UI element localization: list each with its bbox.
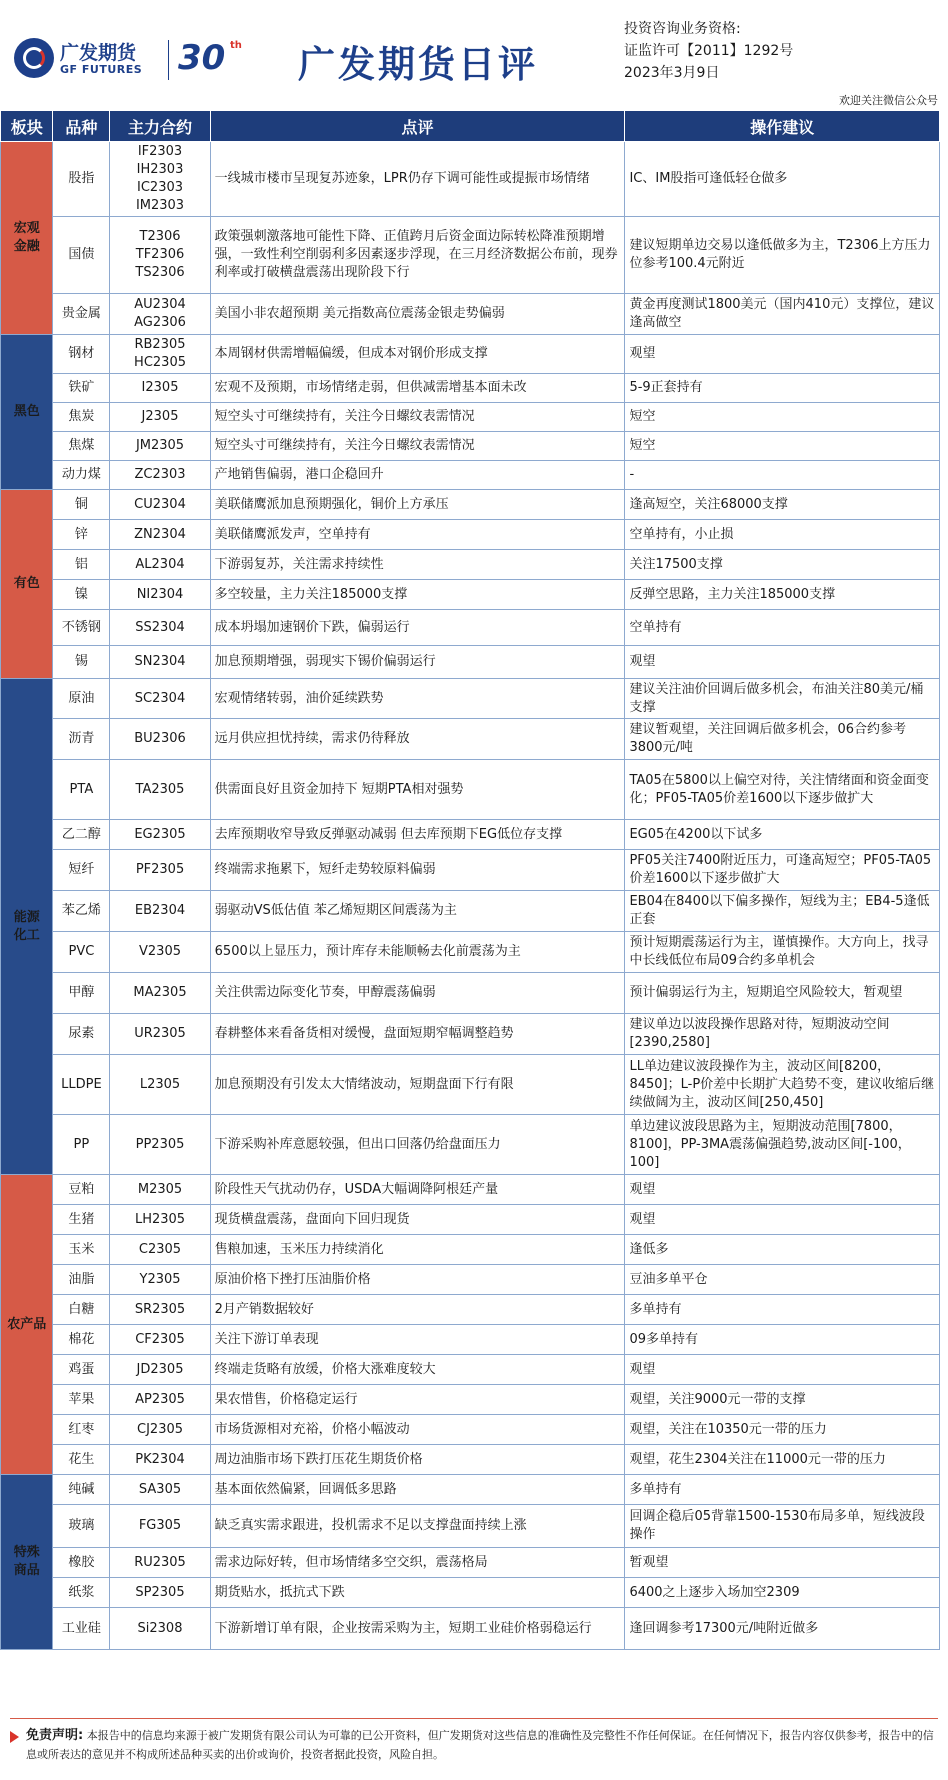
table-row (1, 1175, 940, 1205)
sector-cell: 黑色 (1, 335, 53, 490)
table-row (1, 932, 940, 973)
comment-cell: 终端需求拖累下，短纤走势较原料偏弱 (210, 850, 625, 891)
variety-cell: 纸浆 (53, 1578, 110, 1608)
advice-cell: TA05在5800以上偏空对待，关注情绪面和资金面变化；PF05-TA05价差1600以下逐步做扩大 (625, 760, 940, 820)
anniversary-number: 30 (178, 38, 226, 78)
gf-logo-icon (14, 38, 54, 78)
table-row (1, 1505, 940, 1548)
table-row (1, 1548, 940, 1578)
contract-cell: Y2305 (110, 1265, 210, 1295)
table-row (1, 461, 940, 490)
table-row (1, 520, 940, 550)
variety-cell: 贵金属 (53, 294, 110, 335)
variety-cell: 钢材 (53, 335, 110, 374)
variety-cell: 国债 (53, 217, 110, 294)
comment-cell: 原油价格下挫打压油脂价格 (210, 1265, 625, 1295)
variety-cell: 甲醇 (53, 973, 110, 1014)
advice-cell: IC、IM股指可逢低轻仓做多 (625, 142, 940, 217)
advice-cell: 观望 (625, 646, 940, 679)
col-header-sector: 板块 (1, 111, 53, 142)
contract-cell: NI2304 (110, 580, 210, 610)
advice-cell: 观望，花生2304关注在11000元一带的压力 (625, 1445, 940, 1475)
anniversary-badge (178, 38, 242, 82)
contract-cell: PP2305 (110, 1115, 210, 1175)
contract-cell: CF2305 (110, 1325, 210, 1355)
contract-cell: EG2305 (110, 820, 210, 850)
comment-cell: 美联储鹰派发声，空单持有 (210, 520, 625, 550)
contract-cell: SS2304 (110, 610, 210, 646)
arrow-marker-icon (10, 1731, 19, 1743)
advice-cell: 多单持有 (625, 1475, 940, 1505)
contract-cell: IF2303 IH2303 IC2303 IM2303 (110, 142, 210, 217)
contract-cell: I2305 (110, 374, 210, 403)
contract-cell: LH2305 (110, 1205, 210, 1235)
col-header-advice: 操作建议 (625, 111, 940, 142)
contract-cell: T2306 TF2306 TS2306 (110, 217, 210, 294)
variety-cell: 白糖 (53, 1295, 110, 1325)
sector-cell: 特殊 商品 (1, 1475, 53, 1650)
table-row (1, 217, 940, 294)
contract-cell: MA2305 (110, 973, 210, 1014)
comment-cell: 加息预期增强，弱现实下锡价偏弱运行 (210, 646, 625, 679)
comment-cell: 售粮加速，玉米压力持续消化 (210, 1235, 625, 1265)
comment-cell: 下游采购补库意愿较强，但出口回落仍给盘面压力 (210, 1115, 625, 1175)
advice-cell: 回调企稳后05背靠1500-1530布局多单，短线波段操作 (625, 1505, 940, 1548)
variety-cell: 工业硅 (53, 1608, 110, 1650)
comment-cell: 阶段性天气扰动仍存，USDA大幅调降阿根廷产量 (210, 1175, 625, 1205)
contract-cell: CU2304 (110, 490, 210, 520)
disclaimer-text-block (26, 1726, 938, 1764)
table-row (1, 1115, 940, 1175)
advice-cell: 预计短期震荡运行为主，谨慎操作。大方向上，找寻中长线低位布局09合约多单机会 (625, 932, 940, 973)
table-row (1, 432, 940, 461)
variety-cell: 红枣 (53, 1415, 110, 1445)
comment-cell: 关注供需边际变化节奏，甲醇震荡偏弱 (210, 973, 625, 1014)
table-row (1, 1205, 940, 1235)
advice-cell: 暂观望 (625, 1548, 940, 1578)
contract-cell: JM2305 (110, 432, 210, 461)
table-row (1, 1385, 940, 1415)
variety-cell: PTA (53, 760, 110, 820)
comment-cell: 6500以上显压力，预计库存未能顺畅去化前震荡为主 (210, 932, 625, 973)
table-row (1, 1415, 940, 1445)
table-row (1, 610, 940, 646)
variety-cell: 苹果 (53, 1385, 110, 1415)
variety-cell: 锌 (53, 520, 110, 550)
anniversary-suffix: th (230, 40, 242, 51)
table-row (1, 891, 940, 932)
variety-cell: 焦煤 (53, 432, 110, 461)
contract-cell: EB2304 (110, 891, 210, 932)
disclaimer-divider (10, 1718, 938, 1719)
comment-cell: 加息预期没有引发太大情绪波动，短期盘面下行有限 (210, 1055, 625, 1115)
contract-cell: V2305 (110, 932, 210, 973)
variety-cell: 乙二醇 (53, 820, 110, 850)
disclaimer-body: 本报告中的信息均来源于被广发期货有限公司认为可靠的已公开资料，但广发期货对这些信息的准确性及完整性不作任何保证。在任何情况下，报告内容仅供参考，报告中的信息或所表达的意见并不构成所述品种买卖的出价或询价，投资者据此投资，风险自担。 (26, 1729, 934, 1761)
contract-cell: SR2305 (110, 1295, 210, 1325)
table-row (1, 646, 940, 679)
sector-cell: 能源 化工 (1, 679, 53, 1175)
comment-cell: 远月供应担忧持续，需求仍待释放 (210, 719, 625, 760)
variety-cell: 橡胶 (53, 1548, 110, 1578)
variety-cell: 铝 (53, 550, 110, 580)
comment-cell: 产地销售偏弱，港口企稳回升 (210, 461, 625, 490)
advice-cell: 建议单边以波段操作思路对待，短期波动空间[2390,2580] (625, 1014, 940, 1055)
variety-cell: LLDPE (53, 1055, 110, 1115)
col-header-variety: 品种 (53, 111, 110, 142)
contract-cell: L2305 (110, 1055, 210, 1115)
logo-divider (168, 40, 169, 80)
advice-cell: 短空 (625, 432, 940, 461)
comment-cell: 终端走货略有放缓，价格大涨难度较大 (210, 1355, 625, 1385)
wechat-note: 欢迎关注微信公众号 (839, 94, 938, 107)
advice-cell: 空单持有 (625, 610, 940, 646)
contract-cell: Si2308 (110, 1608, 210, 1650)
table-row (1, 490, 940, 520)
comment-cell: 果农惜售，价格稳定运行 (210, 1385, 625, 1415)
logo-cn-text: 广发期货 (60, 42, 137, 64)
comment-cell: 周边油脂市场下跌打压花生期货价格 (210, 1445, 625, 1475)
advice-cell: 豆油多单平仓 (625, 1265, 940, 1295)
table-row (1, 374, 940, 403)
advice-cell: EB04在8400以下偏多操作，短线为主；EB4-5逢低正套 (625, 891, 940, 932)
comment-cell: 供需面良好且资金加持下 短期PTA相对强势 (210, 760, 625, 820)
variety-cell: 股指 (53, 142, 110, 217)
comment-cell: 期货贴水，抵抗式下跌 (210, 1578, 625, 1608)
variety-cell: 油脂 (53, 1265, 110, 1295)
comment-cell: 市场货源相对充裕，价格小幅波动 (210, 1415, 625, 1445)
variety-cell: 短纤 (53, 850, 110, 891)
variety-cell: 纯碱 (53, 1475, 110, 1505)
advice-cell: 观望 (625, 335, 940, 374)
contract-cell: PF2305 (110, 850, 210, 891)
comment-cell: 基本面依然偏紧，回调低多思路 (210, 1475, 625, 1505)
comment-cell: 需求边际好转，但市场情绪多空交织，震荡格局 (210, 1548, 625, 1578)
comment-cell: 一线城市楼市呈现复苏迹象，LPR仍存下调可能性或提振市场情绪 (210, 142, 625, 217)
cert-line-2: 证监许可【2011】1292号 (624, 43, 794, 59)
variety-cell: PVC (53, 932, 110, 973)
advice-cell: 逢回调参考17300元/吨附近做多 (625, 1608, 940, 1650)
table-row (1, 760, 940, 820)
comment-cell: 弱驱动VS低估值 苯乙烯短期区间震荡为主 (210, 891, 625, 932)
contract-cell: CJ2305 (110, 1415, 210, 1445)
advice-cell: LL单边建议波段操作为主，波动区间[8200，8450]；L-P价差中长期扩大趋势不变，建议收缩后继续做阔为主，波动区间[250,450] (625, 1055, 940, 1115)
variety-cell: 豆粕 (53, 1175, 110, 1205)
table-header-row (1, 111, 940, 142)
advice-cell: 观望，关注9000元一带的支撑 (625, 1385, 940, 1415)
table-row (1, 1295, 940, 1325)
contract-cell: SP2305 (110, 1578, 210, 1608)
cert-line-1: 投资咨询业务资格: (624, 21, 741, 37)
certification-block (624, 18, 793, 84)
disclaimer (0, 1718, 948, 1780)
comment-cell: 成本坍塌加速钢价下跌，偏弱运行 (210, 610, 625, 646)
comment-cell: 春耕整体来看备货相对缓慢，盘面短期窄幅调整趋势 (210, 1014, 625, 1055)
advice-cell: 关注17500支撑 (625, 550, 940, 580)
contract-cell: J2305 (110, 403, 210, 432)
comment-cell: 缺乏真实需求跟进，投机需求不足以支撑盘面持续上涨 (210, 1505, 625, 1548)
contract-cell: JD2305 (110, 1355, 210, 1385)
variety-cell: 焦炭 (53, 403, 110, 432)
contract-cell: UR2305 (110, 1014, 210, 1055)
company-logo (14, 38, 164, 82)
table-row (1, 550, 940, 580)
comment-cell: 下游弱复苏，关注需求持续性 (210, 550, 625, 580)
advice-cell: 观望，关注在10350元一带的压力 (625, 1415, 940, 1445)
variety-cell: 动力煤 (53, 461, 110, 490)
table-row (1, 850, 940, 891)
variety-cell: 鸡蛋 (53, 1355, 110, 1385)
comment-cell: 多空较量，主力关注185000支撑 (210, 580, 625, 610)
variety-cell: 锡 (53, 646, 110, 679)
variety-cell: 花生 (53, 1445, 110, 1475)
table-row (1, 719, 940, 760)
advice-cell: 09多单持有 (625, 1325, 940, 1355)
table-row (1, 1608, 940, 1650)
table-row (1, 580, 940, 610)
daily-review-table (0, 110, 940, 1650)
sector-cell: 农产品 (1, 1175, 53, 1475)
col-header-contract: 主力合约 (110, 111, 210, 142)
comment-cell: 政策强刺激落地可能性下降、正值跨月后资金面边际转松降准预期增强，一致性利空削弱利多因素逐步浮现，在三月经济数据公布前，现券利率或打破横盘震荡出现阶段下行 (210, 217, 625, 294)
variety-cell: 棉花 (53, 1325, 110, 1355)
contract-cell: RB2305 HC2305 (110, 335, 210, 374)
table-row (1, 294, 940, 335)
variety-cell: 玻璃 (53, 1505, 110, 1548)
comment-cell: 宏观不及预期，市场情绪走弱，但供减需增基本面未改 (210, 374, 625, 403)
contract-cell: BU2306 (110, 719, 210, 760)
table-row (1, 1014, 940, 1055)
contract-cell: PK2304 (110, 1445, 210, 1475)
variety-cell: 不锈钢 (53, 610, 110, 646)
advice-cell: 逢高短空，关注68000支撑 (625, 490, 940, 520)
contract-cell: ZN2304 (110, 520, 210, 550)
comment-cell: 现货横盘震荡，盘面向下回归现货 (210, 1205, 625, 1235)
contract-cell: SN2304 (110, 646, 210, 679)
comment-cell: 短空头寸可继续持有，关注今日螺纹表需情况 (210, 432, 625, 461)
contract-cell: RU2305 (110, 1548, 210, 1578)
advice-cell: PF05关注7400附近压力，可逢高短空；PF05-TA05价差1600以下逐步做扩大 (625, 850, 940, 891)
table-row (1, 1265, 940, 1295)
table-row (1, 679, 940, 719)
report-header (0, 0, 948, 110)
contract-cell: ZC2303 (110, 461, 210, 490)
contract-cell: FG305 (110, 1505, 210, 1548)
table-row (1, 1578, 940, 1608)
variety-cell: 铜 (53, 490, 110, 520)
table-row (1, 1355, 940, 1385)
comment-cell: 去库预期收窄导致反弹驱动减弱 但去库预期下EG低位存支撑 (210, 820, 625, 850)
logo-en-text: GF FUTURES (60, 63, 143, 76)
variety-cell: 尿素 (53, 1014, 110, 1055)
advice-cell: 建议短期单边交易以逢低做多为主，T2306上方压力位参考100.4元附近 (625, 217, 940, 294)
variety-cell: 沥青 (53, 719, 110, 760)
contract-cell: M2305 (110, 1175, 210, 1205)
sector-cell: 宏观 金融 (1, 142, 53, 335)
variety-cell: 生猪 (53, 1205, 110, 1235)
table-row (1, 820, 940, 850)
variety-cell: PP (53, 1115, 110, 1175)
report-date: 2023年3月9日 (624, 65, 720, 81)
contract-cell: AP2305 (110, 1385, 210, 1415)
advice-cell: 观望 (625, 1355, 940, 1385)
contract-cell: TA2305 (110, 760, 210, 820)
advice-cell: 6400之上逐步入场加空2309 (625, 1578, 940, 1608)
comment-cell: 关注下游订单表现 (210, 1325, 625, 1355)
advice-cell: 单边建议波段思路为主，短期波动范围[7800，8100]，PP-3MA震荡偏强趋势,波动区间[-100，100] (625, 1115, 940, 1175)
advice-cell: 5-9正套持有 (625, 374, 940, 403)
contract-cell: AU2304 AG2306 (110, 294, 210, 335)
table-row (1, 1445, 940, 1475)
advice-cell: 建议暂观望，关注回调后做多机会，06合约参考3800元/吨 (625, 719, 940, 760)
advice-cell: 预计偏弱运行为主，短期追空风险较大，暂观望 (625, 973, 940, 1014)
comment-cell: 宏观情绪转弱，油价延续跌势 (210, 679, 625, 719)
advice-cell: 观望 (625, 1175, 940, 1205)
advice-cell: 黄金再度测试1800美元（国内410元）支撑位，建议逢高做空 (625, 294, 940, 335)
comment-cell: 美联储鹰派加息预期强化，铜价上方承压 (210, 490, 625, 520)
advice-cell: 空单持有，小止损 (625, 520, 940, 550)
variety-cell: 原油 (53, 679, 110, 719)
advice-cell: 反弹空思路，主力关注185000支撑 (625, 580, 940, 610)
advice-cell: EG05在4200以下试多 (625, 820, 940, 850)
comment-cell: 本周钢材供需增幅偏缓，但成本对钢价形成支撑 (210, 335, 625, 374)
advice-cell: 多单持有 (625, 1295, 940, 1325)
variety-cell: 镍 (53, 580, 110, 610)
advice-cell: 观望 (625, 1205, 940, 1235)
advice-cell: - (625, 461, 940, 490)
contract-cell: SC2304 (110, 679, 210, 719)
table-body (1, 142, 940, 1650)
col-header-comment: 点评 (210, 111, 625, 142)
table-row (1, 403, 940, 432)
table-row (1, 1235, 940, 1265)
table-row (1, 1325, 940, 1355)
variety-cell: 铁矿 (53, 374, 110, 403)
contract-cell: C2305 (110, 1235, 210, 1265)
comment-cell: 短空头寸可继续持有，关注今日螺纹表需情况 (210, 403, 625, 432)
contract-cell: AL2304 (110, 550, 210, 580)
advice-cell: 逢低多 (625, 1235, 940, 1265)
table-row (1, 973, 940, 1014)
advice-cell: 建议关注油价回调后做多机会，布油关注80美元/桶支撑 (625, 679, 940, 719)
advice-cell: 短空 (625, 403, 940, 432)
comment-cell: 美国小非农超预期 美元指数高位震荡金银走势偏弱 (210, 294, 625, 335)
report-title: 广发期货日评 (298, 43, 538, 86)
table-row (1, 1055, 940, 1115)
sector-cell: 有色 (1, 490, 53, 679)
variety-cell: 玉米 (53, 1235, 110, 1265)
table-row (1, 1475, 940, 1505)
table-row (1, 335, 940, 374)
table-row (1, 142, 940, 217)
contract-cell: SA305 (110, 1475, 210, 1505)
disclaimer-label: 免责声明: (26, 1728, 84, 1743)
variety-cell: 苯乙烯 (53, 891, 110, 932)
comment-cell: 2月产销数据较好 (210, 1295, 625, 1325)
comment-cell: 下游新增订单有限，企业按需采购为主，短期工业硅价格弱稳运行 (210, 1608, 625, 1650)
